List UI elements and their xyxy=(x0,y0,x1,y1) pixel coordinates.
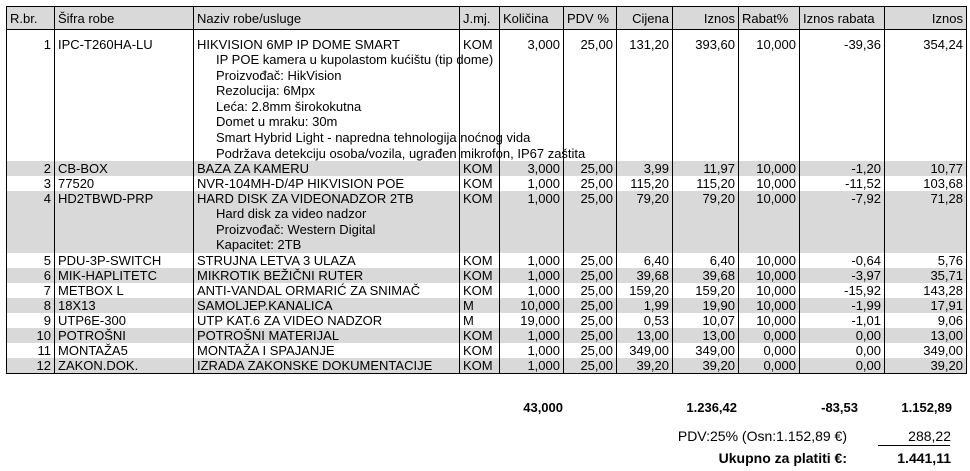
cell-discount-amount: -1,20 xyxy=(800,161,885,176)
table-row xyxy=(7,161,967,176)
cell-amount: 115,20 xyxy=(673,176,739,191)
cell-unit: KOM xyxy=(460,30,500,162)
cell-line-total: 103,68 xyxy=(885,176,967,191)
cell-unit: KOM xyxy=(460,358,500,374)
table-row xyxy=(7,268,967,283)
cell-unit: KOM xyxy=(460,253,500,268)
cell-product-code: IPC-T260HA-LU xyxy=(55,30,194,162)
cell-amount: 79,20 xyxy=(673,191,739,253)
cell-discount-amount: 0,00 xyxy=(800,328,885,343)
cell-quantity: 1,000 xyxy=(500,358,564,374)
cell-line-total: 5,76 xyxy=(885,253,967,268)
cell-row-number: 2 xyxy=(7,161,55,176)
cell-row-number: 7 xyxy=(7,283,55,298)
cell-quantity: 1,000 xyxy=(500,191,564,253)
total-iznos-rabata: -83,53 xyxy=(821,400,858,415)
cell-discount-amount: -11,52 xyxy=(800,176,885,191)
cell-discount-rate: 10,000 xyxy=(739,298,800,313)
cell-unit-price: 115,20 xyxy=(617,176,673,191)
cell-unit-price: 0,53 xyxy=(617,313,673,328)
cell-product-code: MIK-HAPLITETC xyxy=(55,268,194,283)
cell-product-name: MIKROTIK BEŽIČNI RUTER xyxy=(194,268,460,283)
cell-line-total: 9,06 xyxy=(885,313,967,328)
vat-label: PDV:25% (Osn:1.152,89 €) xyxy=(677,428,847,444)
cell-discount-amount: -1,99 xyxy=(800,298,885,313)
header-row xyxy=(7,7,967,30)
table-row xyxy=(7,328,967,343)
cell-discount-rate: 10,000 xyxy=(739,191,800,253)
cell-vat-rate: 25,00 xyxy=(564,176,617,191)
col-header-pdv: PDV % xyxy=(564,7,617,30)
cell-quantity: 1,000 xyxy=(500,253,564,268)
cell-amount: 349,00 xyxy=(673,343,739,358)
cell-unit: KOM xyxy=(460,176,500,191)
cell-discount-rate: 10,000 xyxy=(739,161,800,176)
cell-vat-rate: 25,00 xyxy=(564,191,617,253)
col-header-jmj: J.mj. xyxy=(460,7,500,30)
description-line: Proizvođač: Western Digital xyxy=(216,221,376,237)
cell-row-number: 9 xyxy=(7,313,55,328)
grand-total-value: 1.441,11 xyxy=(897,450,951,466)
col-header-cijena: Cijena xyxy=(617,7,673,30)
cell-unit: KOM xyxy=(460,328,500,343)
cell-vat-rate: 25,00 xyxy=(564,161,617,176)
vat-value: 288,22 xyxy=(908,428,951,444)
cell-line-total: 349,00 xyxy=(885,343,967,358)
cell-quantity: 1,000 xyxy=(500,328,564,343)
cell-unit-price: 349,00 xyxy=(617,343,673,358)
cell-vat-rate: 25,00 xyxy=(564,298,617,313)
invoice-body xyxy=(7,30,967,374)
cell-line-total: 35,71 xyxy=(885,268,967,283)
cell-vat-rate: 25,00 xyxy=(564,343,617,358)
cell-quantity: 10,000 xyxy=(500,298,564,313)
cell-vat-rate: 25,00 xyxy=(564,328,617,343)
cell-vat-rate: 25,00 xyxy=(564,358,617,374)
total-iznos: 1.236,42 xyxy=(686,400,737,415)
description-line: IP POE kamera u kupolastom kućištu (tip dome) xyxy=(216,52,494,67)
cell-discount-rate: 10,000 xyxy=(739,313,800,328)
cell-row-number: 12 xyxy=(7,358,55,374)
cell-row-number: 5 xyxy=(7,253,55,268)
cell-discount-amount: -1,01 xyxy=(800,313,885,328)
cell-vat-rate: 25,00 xyxy=(564,268,617,283)
cell-discount-rate: 0,000 xyxy=(739,343,800,358)
cell-unit: KOM xyxy=(460,268,500,283)
cell-line-total: 13,00 xyxy=(885,328,967,343)
cell-unit: KOM xyxy=(460,343,500,358)
cell-unit-price: 39,68 xyxy=(617,268,673,283)
cell-quantity: 1,000 xyxy=(500,176,564,191)
col-header-sifra: Šifra robe xyxy=(55,7,194,30)
cell-discount-rate: 10,000 xyxy=(739,283,800,298)
cell-vat-rate: 25,00 xyxy=(564,283,617,298)
cell-quantity: 1,000 xyxy=(500,268,564,283)
cell-row-number: 4 xyxy=(7,191,55,253)
description-line: Domet u mraku: 30m xyxy=(216,114,338,130)
cell-unit-price: 1,99 xyxy=(617,298,673,313)
col-header-rabat: Rabat% xyxy=(739,7,800,30)
cell-product-code: METBOX L xyxy=(55,283,194,298)
description-line: Smart Hybrid Light - napredna tehnologija noćnog vida xyxy=(216,129,531,145)
cell-product-name: MONTAŽA I SPAJANJE xyxy=(194,343,460,358)
cell-quantity: 3,000 xyxy=(500,161,564,176)
table-row xyxy=(7,191,967,253)
cell-unit: M xyxy=(460,313,500,328)
cell-unit: KOM xyxy=(460,283,500,298)
table-row xyxy=(7,343,967,358)
product-description xyxy=(197,52,586,161)
description-line: Kapacitet: 2TB xyxy=(216,237,302,253)
table-row xyxy=(7,283,967,298)
cell-line-total: 39,20 xyxy=(885,358,967,374)
cell-discount-amount: -7,92 xyxy=(800,191,885,253)
cell-product-name: HARD DISK ZA VIDEONADZOR 2TB Hard disk za video nadzor Proizvođač: Western Digital Kapacitet: 2TB xyxy=(194,191,460,253)
cell-product-code: 77520 xyxy=(55,176,194,191)
cell-row-number: 11 xyxy=(7,343,55,358)
cell-product-name: UTP KAT.6 ZA VIDEO NADZOR xyxy=(194,313,460,328)
cell-unit-price: 131,20 xyxy=(617,30,673,162)
table-row xyxy=(7,253,967,268)
description-line: Proizvođač: HikVision xyxy=(216,67,342,83)
cell-amount: 6,40 xyxy=(673,253,739,268)
cell-product-name: SAMOLJEP.KANALICA xyxy=(194,298,460,313)
cell-quantity: 1,000 xyxy=(500,283,564,298)
cell-discount-rate: 10,000 xyxy=(739,30,800,162)
table-row xyxy=(7,176,967,191)
cell-unit: KOM xyxy=(460,161,500,176)
cell-line-total: 354,24 xyxy=(885,30,967,162)
cell-amount: 10,07 xyxy=(673,313,739,328)
cell-vat-rate: 25,00 xyxy=(564,253,617,268)
cell-product-code: PDU-3P-SWITCH xyxy=(55,253,194,268)
cell-unit-price: 13,00 xyxy=(617,328,673,343)
cell-discount-amount: -0,64 xyxy=(800,253,885,268)
cell-line-total: 17,91 xyxy=(885,298,967,313)
col-header-kolicina: Količina xyxy=(500,7,564,30)
cell-product-code: HD2TBWD-PRP xyxy=(55,191,194,253)
cell-discount-amount: -3,97 xyxy=(800,268,885,283)
total-kolicina: 43,000 xyxy=(523,400,563,415)
col-header-iznos: Iznos xyxy=(673,7,739,30)
cell-amount: 39,20 xyxy=(673,358,739,374)
cell-unit: M xyxy=(460,298,500,313)
col-header-iznos-rabata: Iznos rabata xyxy=(800,7,885,30)
col-header-naziv: Naziv robe/usluge xyxy=(194,7,460,30)
cell-product-code: ZAKON.DOK. xyxy=(55,358,194,374)
cell-amount: 13,00 xyxy=(673,328,739,343)
cell-unit-price: 159,20 xyxy=(617,283,673,298)
description-line: Leća: 2.8mm širokokutna xyxy=(216,98,362,114)
cell-product-name: ANTI-VANDAL ORMARIĆ ZA SNIMAČ xyxy=(194,283,460,298)
description-line: Hard disk za video nadzor xyxy=(216,206,367,222)
cell-unit-price: 6,40 xyxy=(617,253,673,268)
cell-unit: KOM xyxy=(460,191,500,253)
cell-quantity: 1,000 xyxy=(500,343,564,358)
cell-discount-amount: 0,00 xyxy=(800,343,885,358)
col-header-rbr: R.br. xyxy=(7,7,55,30)
description-line: Rezolucija: 6Mpx xyxy=(216,83,315,99)
cell-discount-rate: 10,000 xyxy=(739,268,800,283)
invoice-table xyxy=(6,6,967,374)
cell-row-number: 6 xyxy=(7,268,55,283)
cell-unit-price: 3,99 xyxy=(617,161,673,176)
cell-product-code: POTROŠNI xyxy=(55,328,194,343)
cell-unit-price: 39,20 xyxy=(617,358,673,374)
cell-discount-amount: -15,92 xyxy=(800,283,885,298)
cell-row-number: 1 xyxy=(7,30,55,162)
cell-discount-amount: 0,00 xyxy=(800,358,885,374)
grand-total-label: Ukupno za platiti €: xyxy=(718,450,847,466)
cell-unit-price: 79,20 xyxy=(617,191,673,253)
table-row xyxy=(7,358,967,374)
description-line: Podržava detekciju osoba/vozila, ugrađen mikrofon, IP67 zaštita xyxy=(216,145,586,161)
col-header-ukupno: Iznos xyxy=(885,7,967,30)
cell-vat-rate: 25,00 xyxy=(564,30,617,162)
cell-quantity: 3,000 xyxy=(500,30,564,162)
cell-discount-rate: 10,000 xyxy=(739,253,800,268)
cell-row-number: 3 xyxy=(7,176,55,191)
cell-row-number: 10 xyxy=(7,328,55,343)
cell-discount-rate: 10,000 xyxy=(739,176,800,191)
cell-product-code: UTP6E-300 xyxy=(55,313,194,328)
total-underline xyxy=(878,445,950,446)
cell-line-total: 71,28 xyxy=(885,191,967,253)
table-row xyxy=(7,298,967,313)
cell-discount-amount: -39,36 xyxy=(800,30,885,162)
cell-amount: 39,68 xyxy=(673,268,739,283)
cell-product-name: BAZA ZA KAMERU xyxy=(194,161,460,176)
cell-line-total: 143,28 xyxy=(885,283,967,298)
cell-row-number: 8 xyxy=(7,298,55,313)
table-row xyxy=(7,30,967,162)
cell-amount: 393,60 xyxy=(673,30,739,162)
cell-quantity: 19,000 xyxy=(500,313,564,328)
cell-product-code: 18X13 xyxy=(55,298,194,313)
product-description xyxy=(197,206,456,253)
cell-product-code: MONTAŽA5 xyxy=(55,343,194,358)
cell-product-code: CB-BOX xyxy=(55,161,194,176)
cell-vat-rate: 25,00 xyxy=(564,313,617,328)
cell-line-total: 10,77 xyxy=(885,161,967,176)
cell-amount: 19,90 xyxy=(673,298,739,313)
table-row xyxy=(7,313,967,328)
cell-product-name: IZRADA ZAKONSKE DOKUMENTACIJE xyxy=(194,358,460,374)
cell-discount-rate: 0,000 xyxy=(739,328,800,343)
cell-product-name: HIKVISION 6MP IP DOME SMART IP POE kamera u kupolastom kućištu (tip dome) Proizvođač: HikVision Rezolucija: 6Mpx Leća: 2.8mm širokokutna Domet u mraku: 30m Smart Hybrid Light - napredna tehnologija noćnog vida Podržava detekciju osoba/vozila, ugrađen mikrofon, IP67 zaštita xyxy=(194,30,460,162)
cell-product-name: STRUJNA LETVA 3 ULAZA xyxy=(194,253,460,268)
cell-amount: 11,97 xyxy=(673,161,739,176)
cell-discount-rate: 0,000 xyxy=(739,358,800,374)
cell-product-name: NVR-104MH-D/4P HIKVISION POE xyxy=(194,176,460,191)
total-ukupno: 1.152,89 xyxy=(901,400,952,415)
cell-product-name: POTROŠNI MATERIJAL xyxy=(194,328,460,343)
cell-amount: 159,20 xyxy=(673,283,739,298)
